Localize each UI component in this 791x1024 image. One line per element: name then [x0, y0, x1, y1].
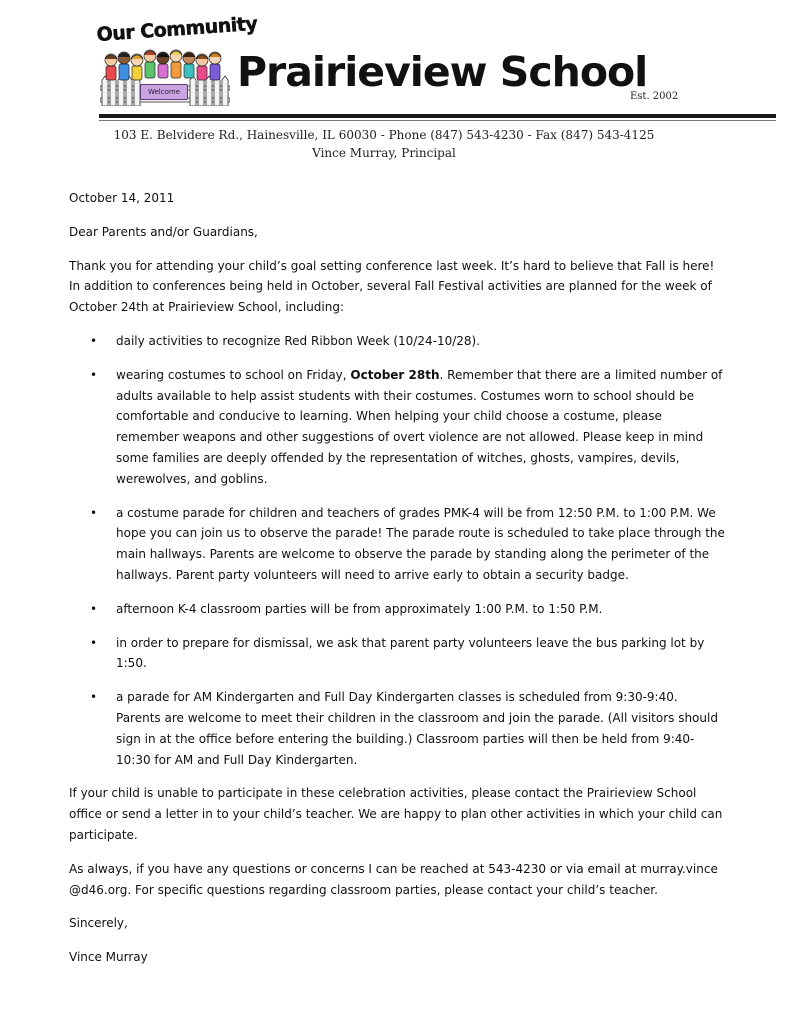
list-item — [69, 503, 725, 586]
principal-name: Vince Murray, Principal — [312, 146, 456, 160]
list-item-text-pre: wearing costumes to school on Friday, — [116, 367, 351, 382]
list-item-text: a parade for AM Kindergarten and Full Day Kindergarten classes is scheduled from 9:30-9:40. Parents are welcome to meet their children in the classroom and join the parade. (All visitors should sign in at the office before entering the building.) Classroom parties will then be held from 9:40-10:30 for AM and Full Day Kindergarten. — [116, 690, 718, 767]
list-item-text: afternoon K-4 classroom parties will be from approximately 1:00 P.M. to 1:50 P.M. — [116, 601, 603, 616]
letter-signature: Vince Murray — [69, 950, 148, 965]
established-year: Est. 2002 — [630, 91, 679, 102]
letter-body — [69, 188, 725, 981]
letter-closing: Sincerely, — [69, 916, 128, 931]
letterhead-divider-thin — [99, 120, 776, 121]
questions-paragraph: As always, if you have any questions or concerns I can be reached at 543-4230 or via email at murray.vince @d46.org. For specific questions regarding classroom parties, please contact your child’s teacher. — [69, 861, 718, 897]
bullet-glyph: • — [90, 367, 98, 382]
activities-list — [69, 331, 725, 770]
list-item-text: in order to prepare for dismissal, we ask that parent party volunteers leave the bus parking lot by 1:50. — [116, 635, 705, 671]
list-item — [69, 331, 725, 352]
school-logo — [94, 12, 258, 106]
costume-date-emphasis: October 28th — [350, 367, 440, 382]
list-item-text: daily activities to recognize Red Ribbon Week (10/24-10/28). — [116, 333, 481, 348]
list-item — [69, 365, 725, 490]
school-name: Prairieview School — [237, 48, 648, 96]
bullet-glyph: • — [90, 333, 98, 348]
bullet-glyph: • — [90, 601, 98, 616]
school-address: 103 E. Belvidere Rd., Hainesville, IL 60030 - Phone (847) 543-4230 - Fax (847) 543-4125 — [113, 128, 655, 142]
letter-intro: Thank you for attending your child’s goal setting conference last week. It’s hard to believe that Fall is here! In addition to conferences being held in October, several Fall Festival activities are planned for the week of October 24th at Prairieview School, including: — [69, 258, 715, 315]
bullet-glyph: • — [90, 635, 98, 650]
bullet-glyph: • — [90, 690, 98, 705]
letterhead-divider — [99, 114, 776, 118]
bullet-glyph: • — [90, 505, 98, 520]
list-item-text: a costume parade for children and teachers of grades PMK-4 will be from 12:50 P.M. to 1:00 P.M. We hope you can join us to observe the parade! The parade route is scheduled to take place through the main hallways. Parents are welcome to observe the parade by standing along the perimeter of the hallways. Parent party volunteers will need to arrive early to obtain a security badge. — [116, 505, 725, 582]
logo-title: Our Community — [96, 12, 258, 46]
list-item-text-post: . Remember that there are a limited number of adults available to help assist students with their costumes. Costumes worn to school should be comfortable and conducive to learning. When helping your child choose a costume, please remember weapons and other suggestions of overt violence are not allowed. Please keep in mind some families are deeply offended by the representation of witches, ghosts, vampires, devils, werewolves, and goblins. — [116, 367, 723, 486]
welcome-sign: Welcome — [140, 84, 188, 100]
contact-paragraph: If your child is unable to participate in these celebration activities, please contact the Prairieview School office or send a letter in to your child’s teacher. We are happy to plan other activities in which your child can participate. — [69, 786, 723, 842]
letter-date: October 14, 2011 — [69, 191, 175, 205]
list-item — [69, 687, 725, 770]
letter-salutation: Dear Parents and/or Guardians, — [69, 224, 258, 239]
list-item — [69, 599, 725, 620]
list-item — [69, 633, 725, 675]
